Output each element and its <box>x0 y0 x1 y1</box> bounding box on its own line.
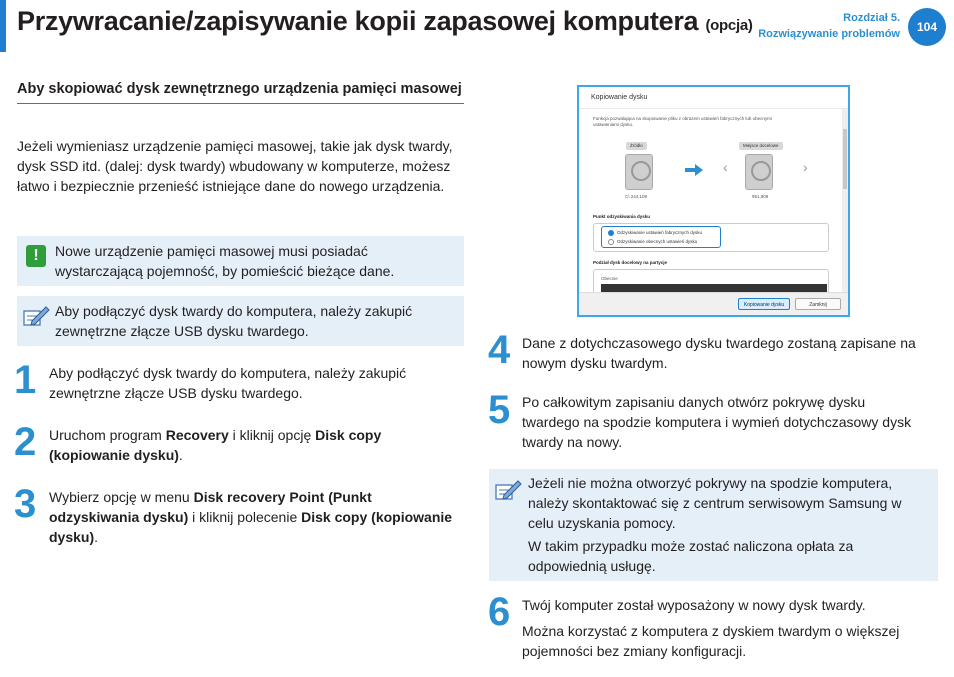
pencil-note-icon <box>22 303 50 329</box>
step-3-text-a: Wybierz opcję w menu <box>49 489 194 505</box>
step-number-1: 1 <box>14 358 37 402</box>
screenshot-window-title: Kopiowanie dysku <box>579 87 848 109</box>
warning-note <box>17 236 464 286</box>
partition-area-label: Obecnie <box>601 276 618 281</box>
option-current[interactable]: Odzyskiwanie obecnych ustawień dysku <box>608 239 718 245</box>
source-label: Źródło <box>626 142 647 150</box>
step-text-6: Twój komputer został wyposażony w nowy dysk twardy. <box>522 597 866 613</box>
page-title: Przywracanie/zapisywanie kopii zapasowej komputera (opcja) <box>17 6 753 36</box>
chevron-left-icon: ‹ <box>723 159 728 175</box>
exclamation-icon: ! <box>26 245 46 267</box>
option-factory[interactable]: Odzyskiwanie ustawień fabrycznych dysku <box>608 230 718 236</box>
step-text-1: Aby podłączyć dysk twardy do komputera, należy zakupić zewnętrzne złącze USB dysku twardego. <box>49 365 407 401</box>
copy-arrow-icon <box>685 164 703 176</box>
copy-disk-button[interactable]: Kopiowanie dysku <box>738 298 790 310</box>
target-disk-icon <box>745 154 773 190</box>
tip-text-2a: Jeżeli nie można otworzyć pokrywy na spodzie komputera, należy skontaktować się z centrum serwisowym Samsung w celu uzyskania pomocy. <box>528 475 902 531</box>
step-text-4: Dane z dotychczasowego dysku twardego zostaną zapisane na nowym dysku twardym. <box>522 335 916 371</box>
step-3-bold-b: Disk copy (kopiowanie dysku) <box>49 509 453 545</box>
step-2-text-b: i kliknij opcję <box>228 427 316 443</box>
disk-copy-screenshot <box>577 85 850 317</box>
chevron-right-icon: › <box>803 159 808 175</box>
partition-section-label: Podział dysk docelowy na partycje <box>593 260 668 265</box>
tip-note-2 <box>489 469 938 581</box>
source-size: C\ 244,108 <box>625 194 648 199</box>
section-heading: Aby skopiować dysk zewnętrznego urządzenia pamięci masowej <box>17 80 464 104</box>
step-3-bold-a: Disk recovery Point (Punkt odzyskiwania dysku) <box>49 489 372 525</box>
recovery-point-options <box>601 226 721 248</box>
header-accent-bar <box>0 0 6 52</box>
page-title-suffix: (opcja) <box>705 17 753 34</box>
step-number-3: 3 <box>14 482 37 526</box>
intro-paragraph: Jeżeli wymieniasz urządzenie pamięci masowej, takie jak dysk twardy, dysk SSD itd. (dalej: dysk twardy) wbudowany w komputerze, możesz łatwo i bezpiecznie przenieść istniejące dane do nowego urządzenia. <box>17 138 453 194</box>
step-3-text-b: i kliknij polecenie <box>188 509 302 525</box>
step-number-2: 2 <box>14 420 37 464</box>
chapter-number: Rozdział 5. <box>843 12 900 24</box>
chapter-label <box>758 10 900 42</box>
step-3-text-c: . <box>94 529 99 545</box>
pencil-note-icon-2 <box>494 477 522 503</box>
step-text-2 <box>49 425 459 465</box>
page-number: 104 <box>908 8 946 46</box>
step-number-4: 4 <box>488 328 511 372</box>
warning-text: Nowe urządzenie pamięci masowej musi posiadać wystarczającą pojemność, by pomieścić bieżące dane. <box>55 243 395 279</box>
tip-text-2b: W takim przypadku może zostać naliczona opłata za odpowiednią usługę. <box>528 538 854 574</box>
close-button[interactable]: Zamknij <box>795 298 841 310</box>
step-number-6: 6 <box>488 590 511 634</box>
source-disk-icon <box>625 154 653 190</box>
point-section-label: Punkt odzyskiwania dysku <box>593 214 651 219</box>
chapter-name: Rozwiązywanie problemów <box>758 28 900 40</box>
step-2-text-c: . <box>178 447 183 463</box>
step-text-6b: Można korzystać z komputera z dyskiem twardym o większej pojemności bez zmiany konfiguracji. <box>522 623 900 659</box>
step-text-5: Po całkowitym zapisaniu danych otwórz pokrywę dysku twardego na spodzie komputera i wymień dotychczasowy dysk twardy na nowy. <box>522 394 912 450</box>
step-2-bold-a: Recovery <box>165 427 229 443</box>
tip-text-1: Aby podłączyć dysk twardy do komputera, należy zakupić zewnętrzne złącze USB dysku twardego. <box>55 303 413 339</box>
screenshot-scrollbar <box>842 109 848 294</box>
step-2-text-a: Uruchom program <box>49 427 166 443</box>
target-label: Miejsce docelowe <box>739 142 783 150</box>
tip-note-1 <box>17 296 464 346</box>
target-size: 951,908 <box>752 194 769 199</box>
step-2-bold-b: Disk copy (kopiowanie dysku) <box>49 427 382 463</box>
step-number-5: 5 <box>488 388 511 432</box>
step-text-3 <box>49 487 459 547</box>
screenshot-description: Funkcja pozwalająca na skopiowanie pliku z obrazem ustawień fabrycznych lub obecnymi ustawieniami dysku. <box>593 116 772 127</box>
screenshot-footer <box>579 292 848 315</box>
